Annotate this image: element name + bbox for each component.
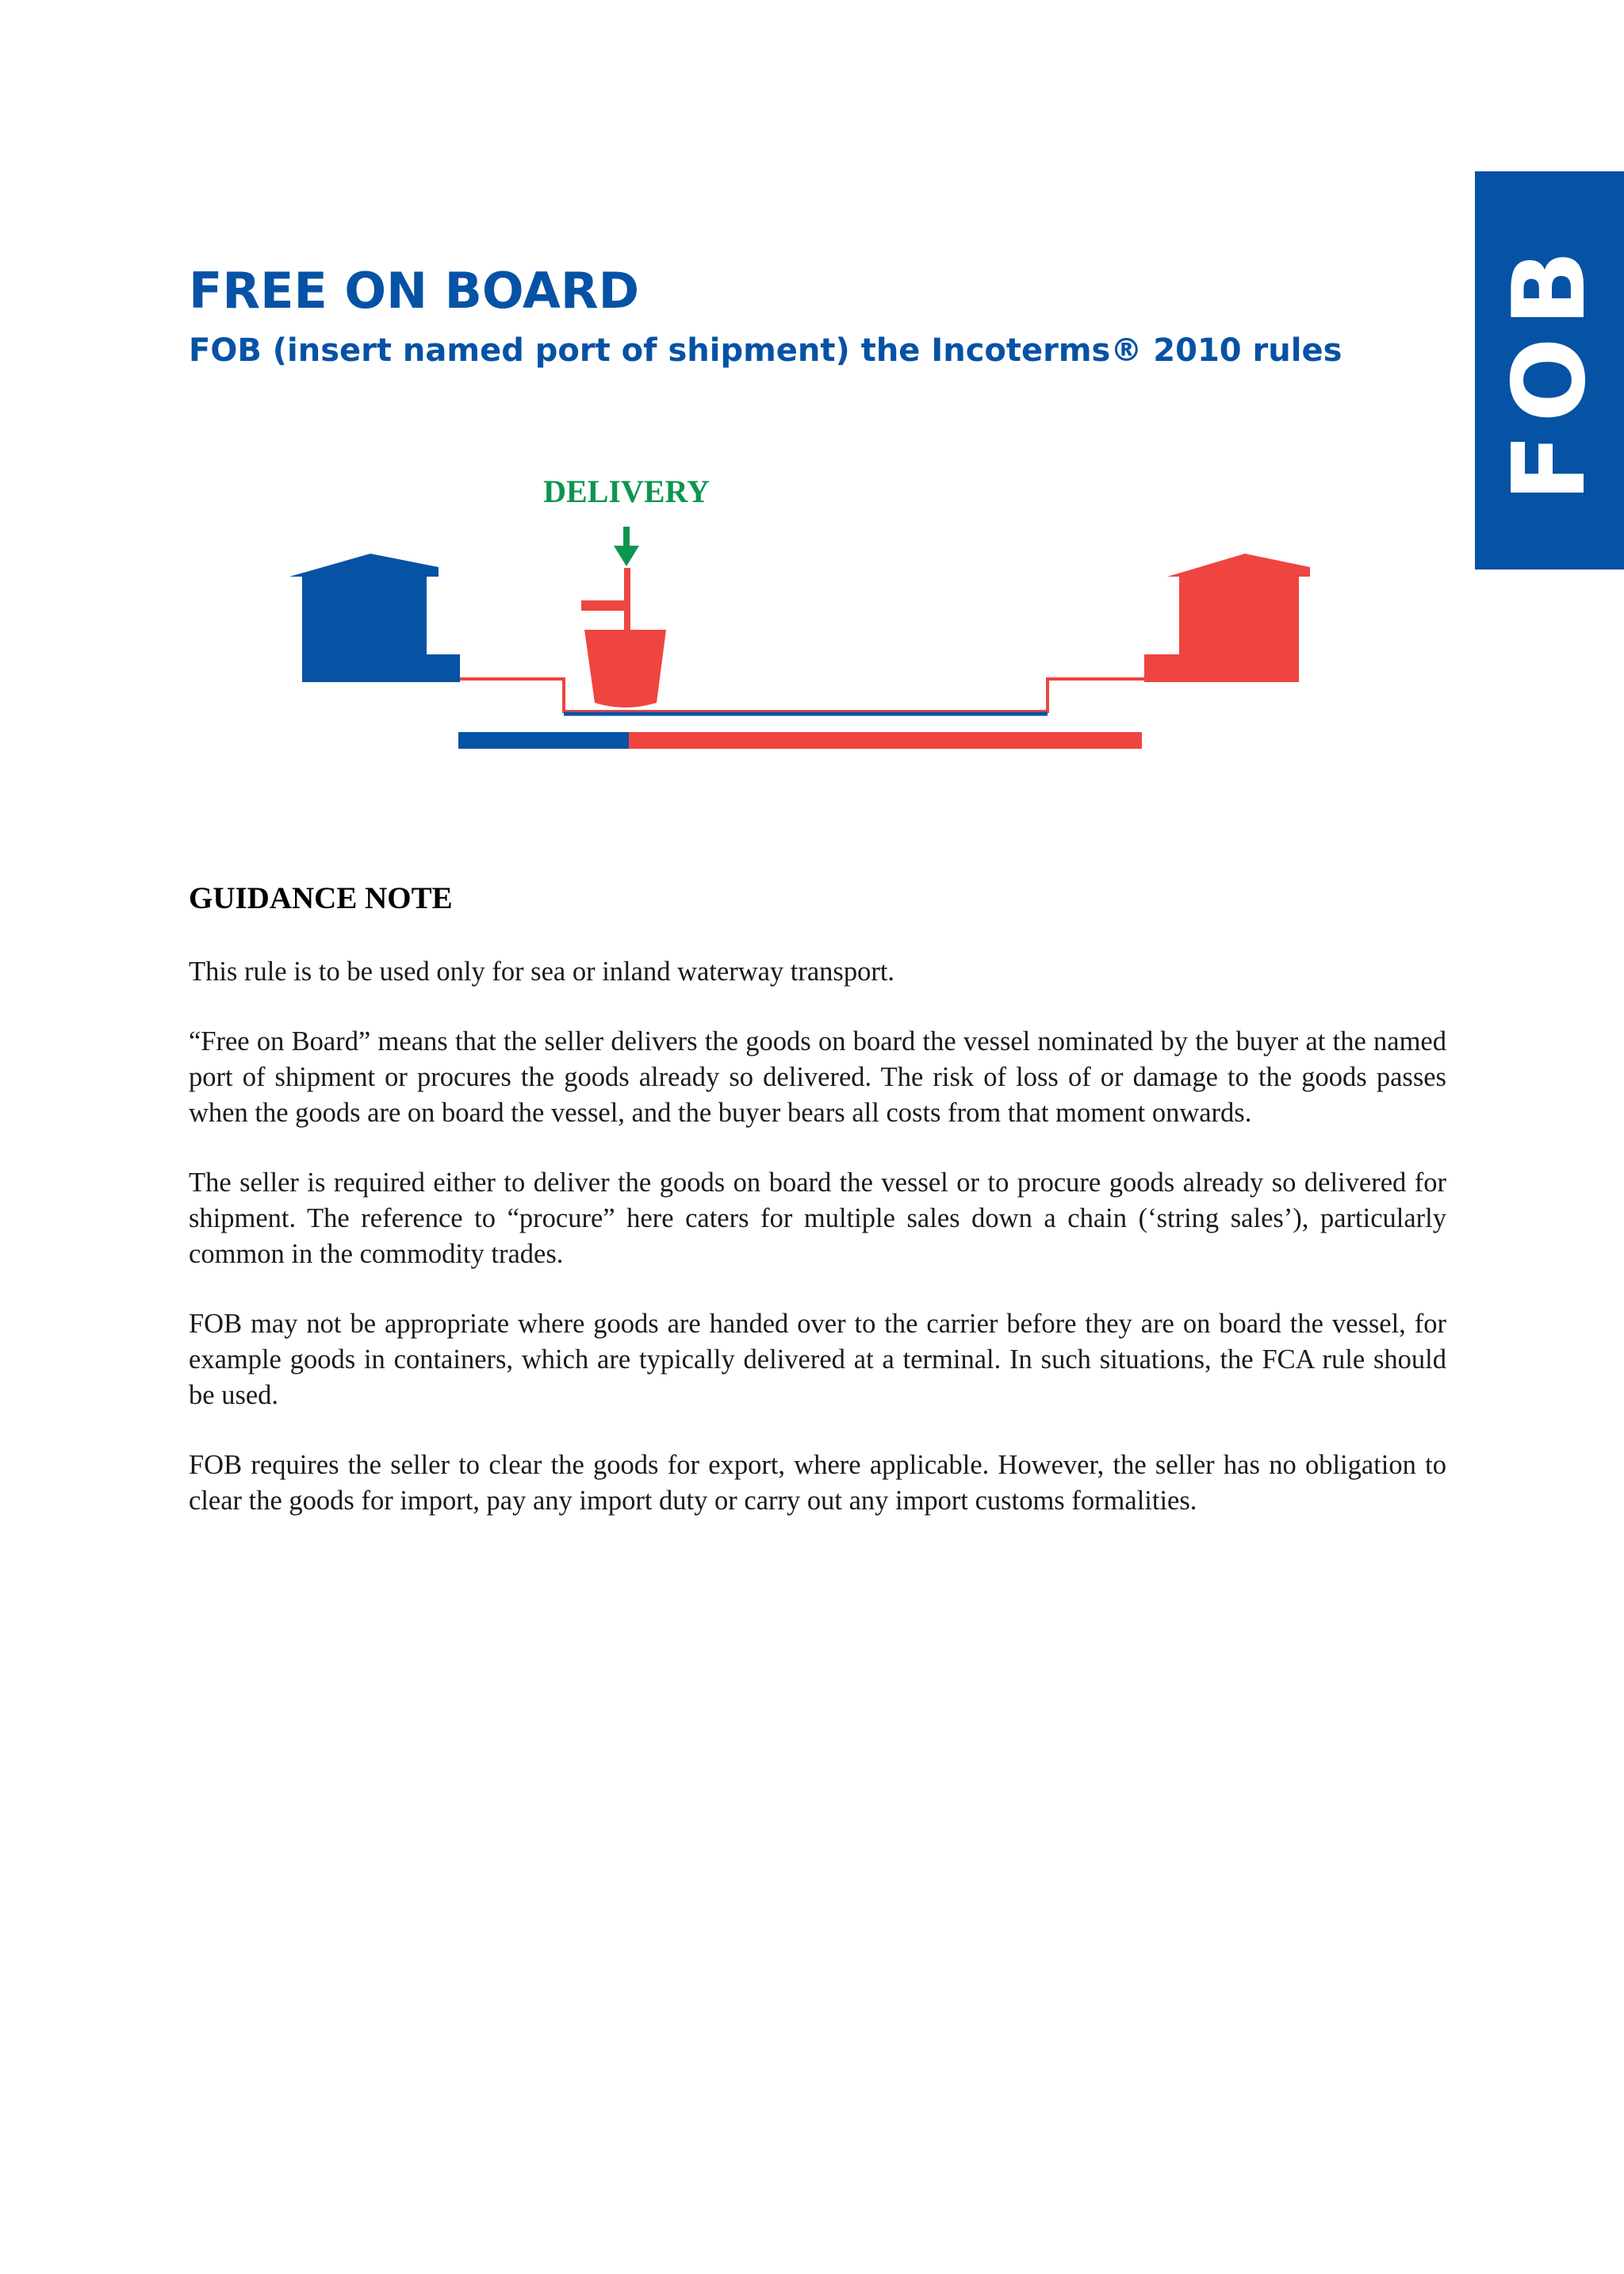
guidance-paragraph: This rule is to be used only for sea or inland waterway transport.	[189, 957, 895, 987]
ship-hull-icon	[584, 630, 666, 708]
page-title: FREE ON BOARD	[189, 262, 640, 320]
ship-mast	[624, 568, 630, 631]
guidance-paragraph: “Free on Board” means that the seller delivers the goods on board the vessel nominated by the buyer at the named port of shipment or procures the goods already so delivered. The risk of loss of or damage to the goods passes when the goods are on board the vessel, and the buyer bears all costs from that moment onwards.	[189, 1026, 1446, 1128]
seller-cost-bar	[458, 732, 629, 749]
side-tab-label: FOB	[1491, 239, 1607, 502]
buyer-cost-bar	[629, 732, 1142, 749]
guidance-body	[189, 954, 1446, 1553]
guidance-paragraph: The seller is required either to deliver the goods on board the vessel or to procure goods already so delivered for shipment. The reference to “procure” here caters for multiple sales down a chain (‘string sales’), particularly common in the commodity trades.	[189, 1168, 1446, 1269]
delivery-diagram	[0, 0, 1624, 793]
delivery-label: DELIVERY	[543, 474, 710, 509]
delivery-arrow-icon	[614, 546, 639, 566]
buyer-warehouse-icon	[1144, 554, 1310, 682]
guidance-paragraph: FOB may not be appropriate where goods are handed over to the carrier before they are on board the vessel, for example goods in containers, which are typically delivered at a terminal. In such situations, the FCA rule should be used.	[189, 1309, 1446, 1410]
ship-flag	[581, 600, 626, 611]
seller-warehouse-icon	[289, 554, 460, 682]
guidance-heading: GUIDANCE NOTE	[189, 881, 453, 915]
transport-route-line	[460, 679, 1144, 711]
guidance-paragraph: FOB requires the seller to clear the goods for export, where applicable. However, the seller has no obligation to clear the goods for import, pay any import duty or carry out any import customs formalities.	[189, 1450, 1446, 1516]
delivery-arrow-stem	[623, 527, 630, 547]
page-subtitle: FOB (insert named port of shipment) the Incoterms® 2010 rules	[189, 332, 1342, 369]
